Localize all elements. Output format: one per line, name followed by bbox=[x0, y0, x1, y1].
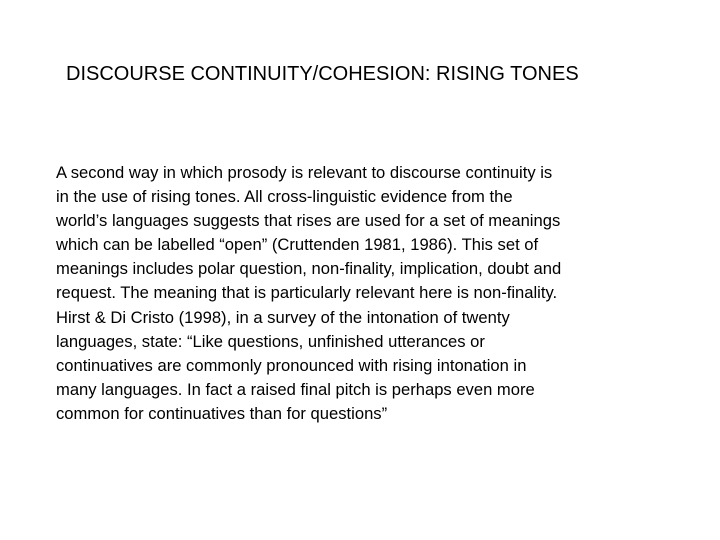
body-line: languages, state: “Like questions, unfinished utterances or bbox=[56, 331, 485, 351]
body-line: request. The meaning that is particularly relevant here is non-finality. bbox=[56, 283, 558, 303]
body-line: Hirst & Di Cristo (1998), in a survey of the intonation of twenty bbox=[56, 307, 510, 327]
body-line: which can be labelled “open” (Cruttenden 1981, 1986). This set of bbox=[56, 235, 539, 255]
slide-title: DISCOURSE CONTINUITY/COHESION: RISING TONES bbox=[66, 63, 579, 85]
body-line: meanings includes polar question, non-finality, implication, doubt and bbox=[56, 259, 562, 279]
body-line: many languages. In fact a raised final pitch is perhaps even more bbox=[56, 379, 535, 399]
body-line: world’s languages suggests that rises are used for a set of meanings bbox=[56, 211, 561, 231]
slide-body bbox=[56, 161, 676, 426]
body-line: common for continuatives than for questions” bbox=[56, 403, 388, 423]
body-line: in the use of rising tones. All cross-linguistic evidence from the bbox=[56, 187, 513, 207]
body-line: A second way in which prosody is relevant to discourse continuity is bbox=[56, 163, 553, 182]
body-line: continuatives are commonly pronounced with rising intonation in bbox=[56, 355, 527, 375]
